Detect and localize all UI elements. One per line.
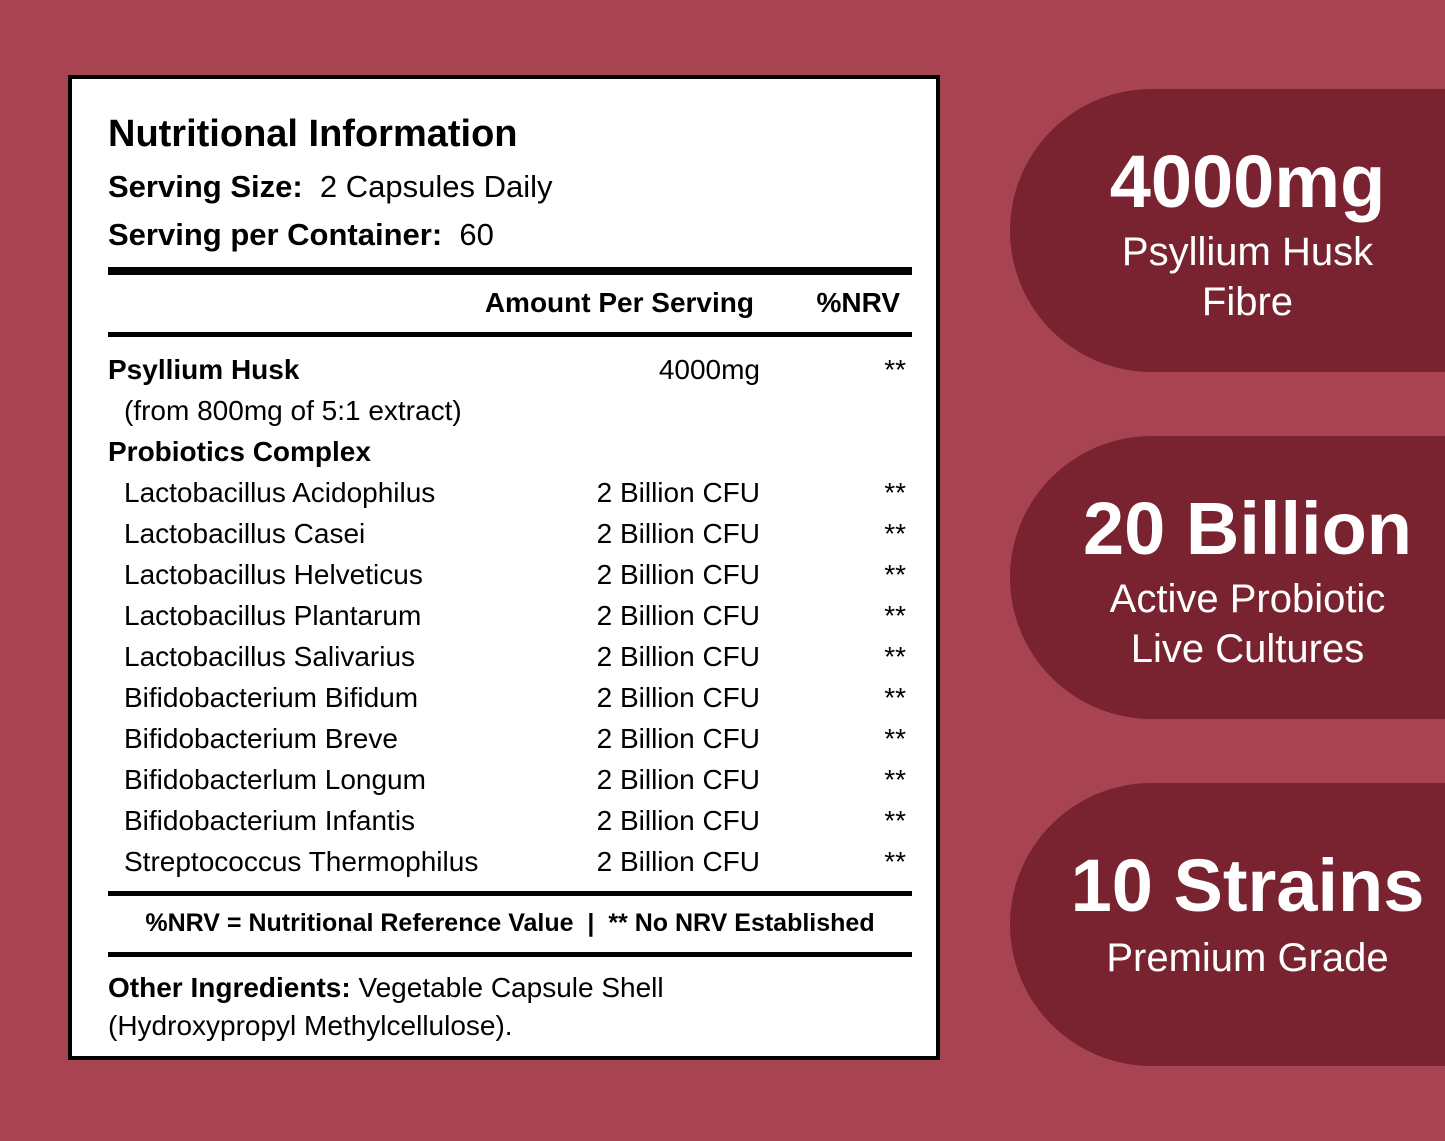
table-row	[108, 723, 912, 764]
badge-line2: Fibre	[1201, 280, 1294, 324]
ingredient-nrv: **	[884, 805, 906, 836]
panel-title: Nutritional Information	[108, 113, 518, 155]
other-ingredients-label: Other Ingredients:	[108, 972, 351, 1003]
serving-container-value: 60	[459, 217, 494, 252]
ingredient-amount: 2 Billion CFU	[596, 805, 760, 836]
table-row	[108, 846, 912, 887]
ingredient-amount: 2 Billion CFU	[596, 518, 760, 549]
ingredient-nrv: **	[884, 477, 906, 508]
serving-container-label: Serving per Container:	[108, 217, 443, 252]
table-row	[108, 682, 912, 723]
ingredient-name: Bifidobacterium Infantis	[124, 805, 416, 836]
badge-line2: Live Cultures	[1130, 627, 1365, 671]
ingredient-nrv: **	[884, 354, 906, 385]
ingredient-amount: 2 Billion CFU	[596, 682, 760, 713]
ingredient-amount: 2 Billion CFU	[596, 600, 760, 631]
ingredient-name: Psyllium Husk	[108, 354, 300, 385]
ingredient-note: (from 800mg of 5:1 extract)	[124, 395, 462, 426]
ingredient-amount: 2 Billion CFU	[596, 764, 760, 795]
ingredient-nrv: **	[884, 518, 906, 549]
ingredient-name: Bifidobacterlum Longum	[124, 764, 426, 795]
nrv-legend: %NRV = Nutritional Reference Value | ** No NRV Established	[145, 909, 875, 937]
nutrition-panel	[68, 75, 940, 1060]
ingredient-name: Bifidobacterium Bifidum	[124, 682, 419, 713]
badge-line1: Active Probiotic	[1109, 577, 1386, 621]
table-row	[108, 354, 912, 395]
table-row	[108, 477, 912, 518]
table-row	[108, 559, 912, 600]
badge-line1: Psyllium Husk	[1121, 230, 1374, 274]
divider-legend	[108, 952, 912, 957]
divider-thick	[108, 267, 912, 275]
badge-value: 10 Strains	[1070, 844, 1425, 927]
ingredient-amount: 4000mg	[658, 354, 760, 385]
table-row	[108, 805, 912, 846]
ingredient-nrv: **	[884, 682, 906, 713]
ingredient-amount: 2 Billion CFU	[596, 559, 760, 590]
other-ingredients-text2: (Hydroxypropyl Methylcellulose).	[108, 1010, 513, 1041]
table-row	[108, 764, 912, 805]
ingredient-nrv: **	[884, 723, 906, 754]
ingredient-amount: 2 Billion CFU	[596, 477, 760, 508]
serving-size-value: 2 Capsules Daily	[319, 169, 553, 204]
badge-value: 4000mg	[1109, 140, 1386, 223]
ingredient-name: Lactobacillus Salivarius	[124, 641, 416, 672]
table-row	[108, 518, 912, 559]
serving-container	[108, 217, 912, 253]
ingredient-nrv: **	[884, 641, 906, 672]
table-row	[108, 436, 912, 477]
ingredient-name: Streptococcus Thermophilus	[124, 846, 479, 877]
ingredient-nrv: **	[884, 600, 906, 631]
badge-line1: Premium Grade	[1106, 936, 1389, 980]
badge-psyllium	[1010, 89, 1445, 372]
serving-size	[108, 169, 912, 205]
ingredient-nrv: **	[884, 764, 906, 795]
divider-table-end	[108, 891, 912, 896]
table-row	[108, 600, 912, 641]
ingredient-name: Bifidobacterium Breve	[124, 723, 398, 754]
divider-header	[108, 332, 912, 337]
ingredient-name: Lactobacillus Helveticus	[124, 559, 423, 590]
ingredient-nrv: **	[884, 559, 906, 590]
ingredient-amount: 2 Billion CFU	[596, 641, 760, 672]
ingredient-name: Lactobacillus Plantarum	[124, 600, 422, 631]
ingredient-name: Lactobacillus Acidophilus	[124, 477, 436, 508]
table-row	[108, 395, 912, 436]
ingredient-amount: 2 Billion CFU	[596, 723, 760, 754]
other-ingredients-text: Vegetable Capsule Shell	[350, 972, 664, 1003]
badge-probiotic	[1010, 436, 1445, 719]
ingredient-group: Probiotics Complex	[108, 436, 371, 467]
table-row	[108, 641, 912, 682]
other-ingredients	[108, 969, 912, 1045]
ingredient-amount: 2 Billion CFU	[596, 846, 760, 877]
column-header-nrv: %NRV	[816, 287, 900, 318]
column-header-amount: Amount Per Serving	[484, 287, 754, 318]
ingredient-name: Lactobacillus Casei	[124, 518, 366, 549]
badge-strains	[1010, 783, 1445, 1066]
badge-value: 20 Billion	[1083, 487, 1412, 570]
ingredient-nrv: **	[884, 846, 906, 877]
serving-size-label: Serving Size:	[108, 169, 303, 204]
